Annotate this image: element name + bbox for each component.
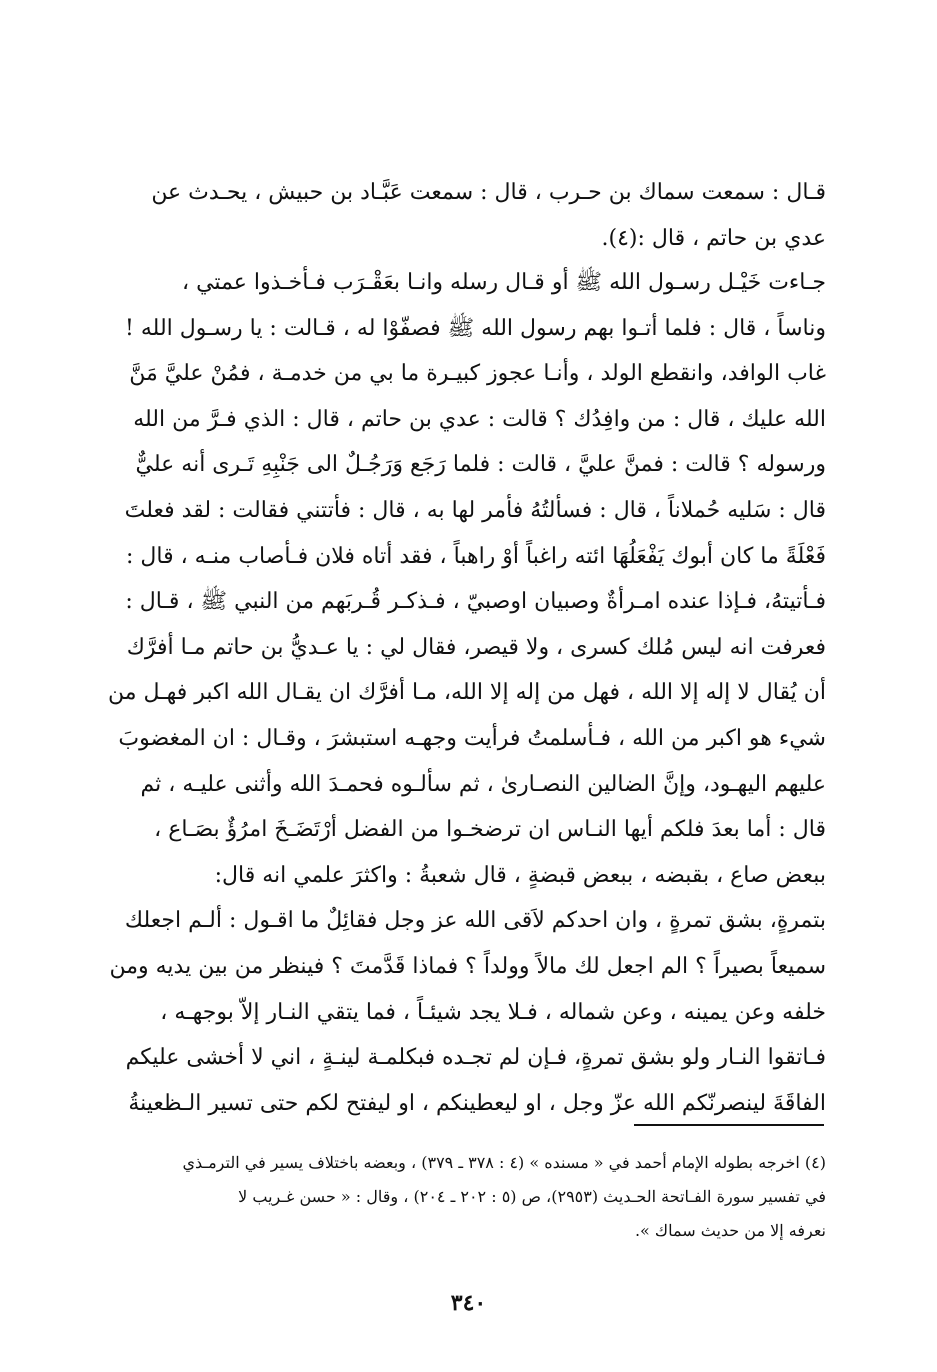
body-line: غاب الوافد، وانقطع الولد ، وأنـا عجوز كبيـرة ما بي من خدمـة ، فمُنْ عليَّ مَنَّ (129, 361, 826, 387)
body-line: خلفه وعن يمينه ، وعن شماله ، فـلا يجد شيئـاً ، فما يتقي النـار إلاّ بوجهـه ، (160, 999, 826, 1025)
body-line: جـاءت خَيْـل رسـول الله ﷺ أو قـال رسله وانـا بعَقْـرَب فـأخـذوا عمتي ، (182, 270, 826, 295)
body-line: بتمرةٍ، بشق تمرةٍ ، وان احدكم لاَقى الله عز وجل فقائِلٌ ما اقـول : ألـم اجعلك (124, 908, 826, 934)
body-line: فـأتيتهُ، فـإذا عنده امـرأةٌ وصبيان اوصبيّ ، فـذكـر قُـربَهم من النبي ﷺ ، قـال : (125, 589, 826, 615)
body-line: الله عليك ، قال : من وافِدُك ؟ قالت : عدي بن حاتم ، قال : الذي فـرَّ من الله (133, 406, 826, 432)
body-line: أن يُقال لا إله إلا الله ، فهل من إله إلا الله، مـا أفرَّك ان يقـال الله اكبر فهـل من (108, 680, 826, 706)
body-line: فَعْلَةً ما كان أبوك يَفْعَلُهَا ائته راغباً أوْ راهباً ، فقد أتاه فلان فـأصاب منـه ، قال : (125, 543, 826, 569)
intro-line: عدي بن حاتم ، قال :(٤). (601, 226, 826, 251)
intro-line: قـال : سمعت سماك بن حـرب ، قال : سمعت عَبَّـاد بن حبيش ، يحـدث عن (151, 180, 826, 205)
body-line: قال : أما بعدَ فلكم أيها النـاس ان ترضخـوا من الفضل أرْتَضَـخَ امرُؤٌ بصَـاع ، (154, 817, 826, 843)
body-line: شيء هو اكبر من الله ، فـأسلمتُ فرأيت وجهـه استبشرَ ، وقـال : ان المغضوبَ (118, 725, 826, 751)
body-line: فعرفت انه ليس مُلك كسرى ، ولا قيصر، فقال لي : يا عـديُّ بن حاتم مـا أفرَّك (126, 634, 826, 660)
body-line: الفاقَةَ لينصرنّكم الله عزّ وجل ، او ليعطينكم ، او ليفتح لكم حتى تسير الـظعينةُ (128, 1090, 826, 1116)
footnote-divider (634, 1124, 824, 1126)
footnote-line: (٤) اخرجه بطوله الإمام أحمد في « مسنده » (٤ : ٣٧٨ ـ ٣٧٩) ، وبعضه باختلاف يسير في الترمـذي (182, 1153, 826, 1172)
hadith-paragraph (108, 260, 826, 1126)
footnotes (108, 1146, 826, 1248)
body-line: عليهم اليهـود، وإنَّ الضالين النصـارىٰ ، ثم سألـوه فحمـدَ الله وأثنى عليـه ، ثم (140, 771, 826, 797)
body-line: سميعاً بصيراً ؟ الم اجعل لك مالاً وولداً ؟ فماذا قَدَّمتَ ؟ فينظر من بين يديه ومن (109, 953, 826, 979)
footnote-line: في تفسير سورة الفـاتحة الحـديث (٢٩٥٣)، ص (٥ : ٢٠٢ ـ ٢٠٤) ، وقال : « حسن غـريب لا (238, 1187, 826, 1206)
intro-paragraph (108, 170, 826, 262)
body-line: ببعض صاع ، بقبضه ، ببعض قبضةٍ ، قال شعبةُ : واكثرَ علمي انه قال: (214, 862, 826, 888)
footnote-line: نعرفه إلا من حديث سماك ». (634, 1221, 826, 1240)
page-number: ٣٤٠ (450, 1290, 487, 1316)
body-line: ورسوله ؟ قالت : فمنَّ عليَّ ، قالت : فلما رَجَع وَرَجُـلٌ الى جَنْبِهِ تَـرى أنه عليٌّ (135, 452, 826, 478)
body-line: وناساً ، قال : فلما أتـوا بهم رسول الله ﷺ فصفّوْا له ، قـالت : يا رسـول الله ! (125, 315, 826, 341)
body-line: فـاتقوا النـار ولو بشق تمرةٍ، فـإن لم تجـده فبكلمـة لينـةٍ ، اني لا أخشى عليكم (125, 1045, 826, 1071)
body-line: قال : سَليه حُملاناً ، قال : فسألتُهُ فأمر لها به ، قال : فأتتني فقالت : لقد فعلتَ (124, 497, 826, 523)
